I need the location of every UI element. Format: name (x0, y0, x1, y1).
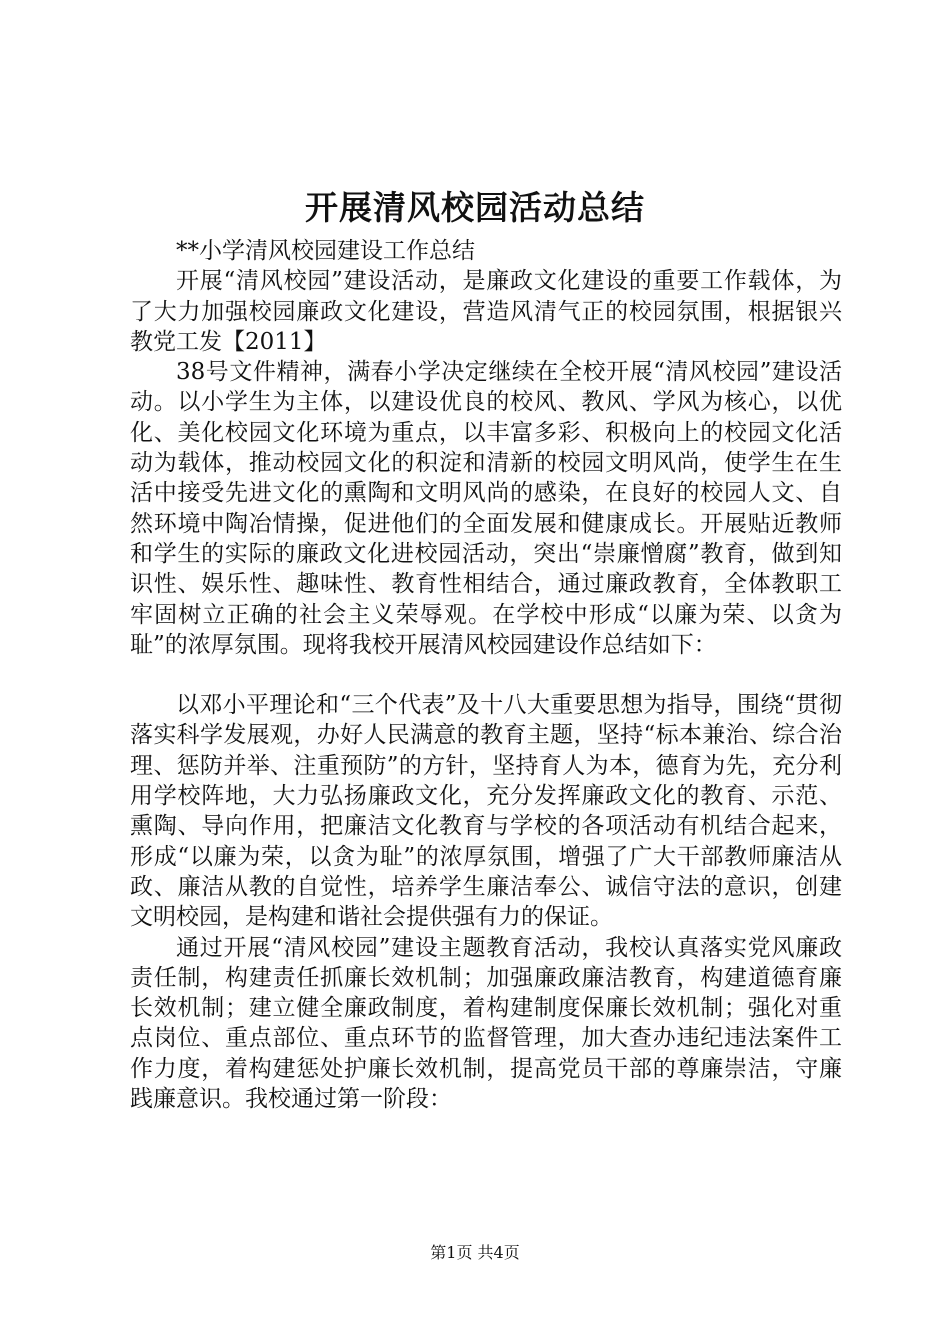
page-number-footer: 第1页 共4页 (430, 1243, 520, 1262)
body-paragraph: 开展“清风校园”建设活动，是廉政文化建设的重要工作载体，为了大力加强校园廉政文化建设，营造风清气正的校园氛围，根据银兴教党工发【2011】 (130, 268, 842, 355)
body-paragraph: 38号文件精神，满春小学决定继续在全校开展“清风校园”建设活动。以小学生为主体，以建设优良的校风、教风、学风为核心，以优化、美化校园文化环境为重点，以丰富多彩、积极向上的校园文化活动为载体，推动校园文化的积淀和清新的校园文明风尚，使学生在生活中接受先进文化的熏陶和文明风尚的感染，在良好的校园人文、自然环境中陶冶情操，促进他们的全面发展和健康成长。开展贴近教师和学生的实际的廉政文化进校园活动，突出“崇廉憎腐”教育，做到知识性、娱乐性、趣味性、教育性相结合，通过廉政教育，全体教职工牢固树立正确的社会主义荣辱观。在学校中形成“以廉为荣、以贪为耻”的浓厚氛围。现将我校开展清风校园建设作总结如下： (130, 359, 842, 658)
body-paragraph: 以邓小平理论和“三个代表”及十八大重要思想为指导，围绕“贯彻落实科学发展观，办好人民满意的教育主题，坚持“标本兼治、综合治理、惩防并举、注重预防”的方针，坚持育人为本，德育为先，充分利用学校阵地，大力弘扬廉政文化，充分发挥廉政文化的教育、示范、熏陶、导向作用，把廉洁文化教育与学校的各项活动有机结合起来，形成“以廉为荣，以贪为耻”的浓厚氛围，增强了广大干部教师廉洁从政、廉洁从教的自觉性，培养学生廉洁奉公、诚信守法的意识，创建文明校园，是构建和谐社会提供强有力的保证。 (130, 692, 842, 931)
document-title: 开展清风校园活动总结 (305, 188, 645, 227)
subtitle-paragraph: **小学清风校园建设工作总结 (176, 238, 475, 264)
document-body (130, 236, 842, 1114)
body-paragraph: 通过开展“清风校园”建设主题教育活动，我校认真落实党风廉政责任制，构建责任抓廉长效机制；加强廉政廉洁教育，构建道德育廉长效机制；建立健全廉政制度，着构建制度保廉长效机制；强化对重点岗位、重点部位、重点环节的监督管理，加大查办违纪违法案件工作力度，着构建惩处护廉长效机制，提高党员干部的尊廉崇洁，守廉践廉意识。我校通过第一阶段： (130, 934, 842, 1113)
